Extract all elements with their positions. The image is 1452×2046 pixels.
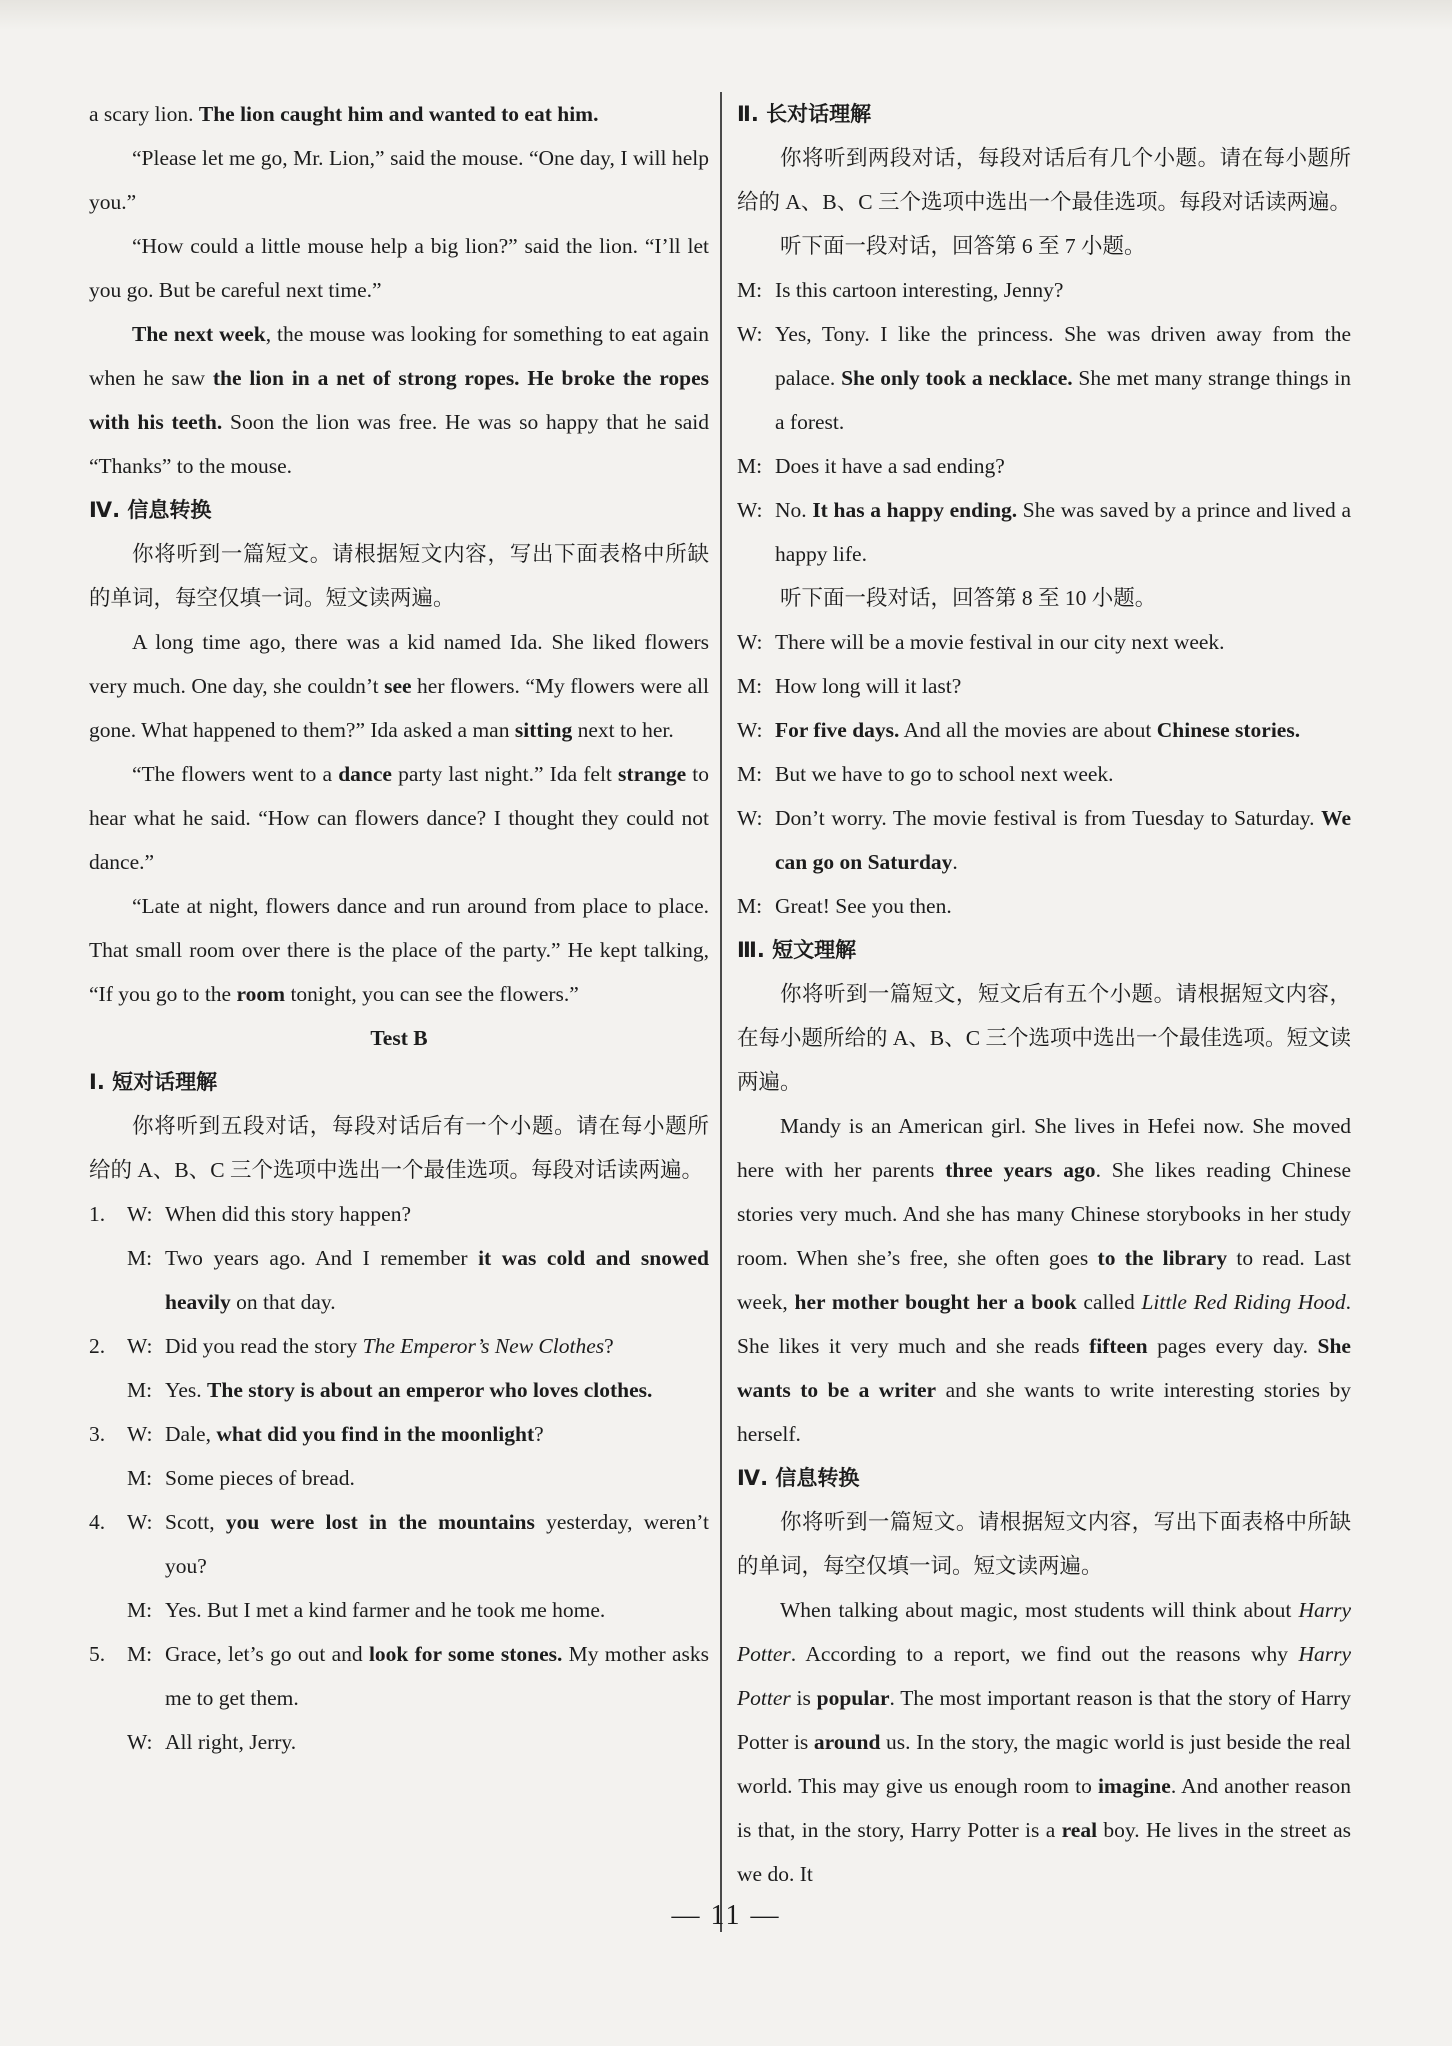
- dialogue-line: [737, 488, 1351, 576]
- item-number: 2.: [89, 1334, 106, 1358]
- dialogue-line: [737, 884, 1351, 928]
- response-line: [89, 1720, 709, 1764]
- dialogue-text: Grace, let’s go out and look for some stones. My mother asks me to get them.: [165, 1642, 709, 1710]
- paragraph: a scary lion. The lion caught him and wanted to eat him.: [89, 102, 599, 126]
- speaker: M:: [737, 894, 763, 918]
- speaker: W:: [737, 322, 763, 346]
- speaker: W:: [127, 1202, 153, 1226]
- item-number: 4.: [89, 1510, 106, 1534]
- section-heading: Ⅰ. 短对话理解: [89, 1070, 218, 1094]
- speaker: M:: [127, 1642, 153, 1666]
- response-line: [89, 1236, 709, 1324]
- response-line: [89, 1456, 709, 1500]
- dialogue-line: [737, 796, 1351, 884]
- dialogue-line: [737, 664, 1351, 708]
- speaker: M:: [127, 1378, 153, 1402]
- section-heading: Ⅱ. 长对话理解: [737, 102, 872, 126]
- numbered-dialogue-line: [89, 1500, 709, 1588]
- speaker: M:: [737, 278, 763, 302]
- dialogue-text: How long will it last?: [775, 674, 962, 698]
- dialogue-text: Did you read the story The Emperor’s New Clothes?: [165, 1334, 614, 1358]
- paragraph: “How could a little mouse help a big lion?” said the lion. “I’ll let you go. But be careful next time.”: [89, 234, 709, 302]
- speaker: M:: [127, 1246, 153, 1270]
- speaker: W:: [737, 630, 763, 654]
- dialogue-text: Yes. But I met a kind farmer and he took me home.: [165, 1598, 606, 1622]
- dialogue-line: [737, 268, 1351, 312]
- speaker: M:: [127, 1466, 153, 1490]
- item-number: 1.: [89, 1202, 106, 1226]
- item-number: 3.: [89, 1422, 106, 1446]
- paragraph: 你将听到一篇短文，短文后有五个小题。请根据短文内容，在每小题所给的 A、B、C 三个选项中选出一个最佳选项。短文读两遍。: [737, 982, 1351, 1094]
- numbered-dialogue-line: [89, 1412, 709, 1456]
- speaker: W:: [127, 1334, 153, 1358]
- item-number: 5.: [89, 1642, 106, 1666]
- dialogue-line: [737, 312, 1351, 444]
- paragraph: A long time ago, there was a kid named Ida. She liked flowers very much. One day, she couldn’t see her flowers. “My flowers were all gone. What happened to them?” Ida asked a man sitting next to her.: [89, 630, 709, 742]
- paragraph: “Late at night, flowers dance and run around from place to place. That small room over there is the place of the party.” He kept talking, “If you go to the room tonight, you can see the flowers.”: [89, 894, 709, 1006]
- dialogue-text: Yes. The story is about an emperor who loves clothes.: [165, 1378, 653, 1402]
- dialogue-text: Two years ago. And I remember it was cold and snowed heavily on that day.: [165, 1246, 709, 1314]
- dialogue-text: No. It has a happy ending. She was saved by a prince and lived a happy life.: [775, 498, 1351, 566]
- speaker: M:: [737, 762, 763, 786]
- column-divider: [720, 92, 722, 1932]
- left-column: [89, 92, 709, 1764]
- paragraph: 你将听到两段对话，每段对话后有几个小题。请在每小题所给的 A、B、C 三个选项中选出一个最佳选项。每段对话读两遍。: [737, 146, 1351, 214]
- paragraph: 听下面一段对话，回答第 6 至 7 小题。: [780, 234, 1146, 258]
- speaker: M:: [737, 454, 763, 478]
- speaker: M:: [737, 674, 763, 698]
- speaker: W:: [127, 1730, 153, 1754]
- paragraph: The next week, the mouse was looking for something to eat again when he saw the lion in a net of strong ropes. He broke the ropes with his teeth. Soon the lion was free. He was so happy that he said “Thanks” to the mouse.: [89, 322, 710, 478]
- speaker: W:: [737, 806, 763, 830]
- paragraph: Mandy is an American girl. She lives in Hefei now. She moved here with her parents three years ago. She likes reading Chinese stories very much. And she has many Chinese storybooks in her study room. When she’s free, she often goes to the library to read. Last week, her mother bought her a book called Little Red Riding Hood. She likes it very much and she reads fifteen pages every day. She wants to be a writer and she wants to write interesting stories by herself.: [737, 1114, 1352, 1446]
- section-heading: Ⅲ. 短文理解: [737, 938, 857, 962]
- numbered-dialogue-line: [89, 1324, 709, 1368]
- dialogue-text: For five days. And all the movies are about Chinese stories.: [775, 718, 1301, 742]
- dialogue-text: All right, Jerry.: [165, 1730, 297, 1754]
- dialogue-line: [737, 620, 1351, 664]
- paragraph: When talking about magic, most students will think about Harry Potter. According to a report, we find out the reasons why Harry Potter is popular. The most important reason is that the story of Harry Potter is around us. In the story, the magic world is just beside the real world. This may give us enough room to imagine. And another reason is that, in the story, Harry Potter is a real boy. He lives in the street as we do. It: [737, 1598, 1351, 1886]
- numbered-dialogue-line: [89, 1192, 709, 1236]
- test-title: Test B: [370, 1026, 428, 1050]
- paragraph: 你将听到一篇短文。请根据短文内容，写出下面表格中所缺的单词，每空仅填一词。短文读两遍。: [737, 1510, 1351, 1578]
- response-line: [89, 1368, 709, 1412]
- paragraph: “The flowers went to a dance party last night.” Ida felt strange to hear what he said. “How can flowers dance? I thought they could not dance.”: [89, 762, 709, 874]
- section-heading: Ⅳ. 信息转换: [89, 498, 212, 522]
- dialogue-text: There will be a movie festival in our city next week.: [775, 630, 1225, 654]
- dialogue-text: Some pieces of bread.: [165, 1466, 355, 1490]
- paragraph: 听下面一段对话，回答第 8 至 10 小题。: [780, 586, 1157, 610]
- dialogue-text: Great! See you then.: [775, 894, 952, 918]
- speaker: M:: [127, 1598, 153, 1622]
- paragraph: “Please let me go, Mr. Lion,” said the mouse. “One day, I will help you.”: [89, 146, 709, 214]
- dialogue-text: Don’t worry. The movie festival is from Tuesday to Saturday. We can go on Saturday.: [775, 806, 1351, 874]
- response-line: [89, 1588, 709, 1632]
- paragraph: 你将听到一篇短文。请根据短文内容，写出下面表格中所缺的单词，每空仅填一词。短文读两遍。: [89, 542, 709, 610]
- scan-top-edge: [0, 0, 1452, 30]
- dialogue-text: But we have to go to school next week.: [775, 762, 1114, 786]
- speaker: W:: [127, 1422, 153, 1446]
- dialogue-text: When did this story happen?: [165, 1202, 412, 1226]
- dialogue-text: Yes, Tony. I like the princess. She was driven away from the palace. She only took a necklace. She met many strange things in a forest.: [775, 322, 1351, 434]
- dialogue-line: [737, 752, 1351, 796]
- numbered-dialogue-line: [89, 1632, 709, 1720]
- dialogue-text: Dale, what did you find in the moonlight?: [165, 1422, 544, 1446]
- dialogue-line: [737, 444, 1351, 488]
- speaker: W:: [737, 498, 763, 522]
- dialogue-line: [737, 708, 1351, 752]
- section-heading: Ⅳ. 信息转换: [737, 1466, 860, 1490]
- dialogue-text: Does it have a sad ending?: [775, 454, 1005, 478]
- paragraph: 你将听到五段对话，每段对话后有一个小题。请在每小题所给的 A、B、C 三个选项中选出一个最佳选项。每段对话读两遍。: [89, 1114, 709, 1182]
- page-number: — 11 —: [671, 1900, 781, 1931]
- speaker: W:: [127, 1510, 153, 1534]
- dialogue-text: Scott, you were lost in the mountains yesterday, weren’t you?: [165, 1510, 709, 1578]
- dialogue-text: Is this cartoon interesting, Jenny?: [775, 278, 1064, 302]
- speaker: W:: [737, 718, 763, 742]
- right-column: [737, 92, 1351, 1896]
